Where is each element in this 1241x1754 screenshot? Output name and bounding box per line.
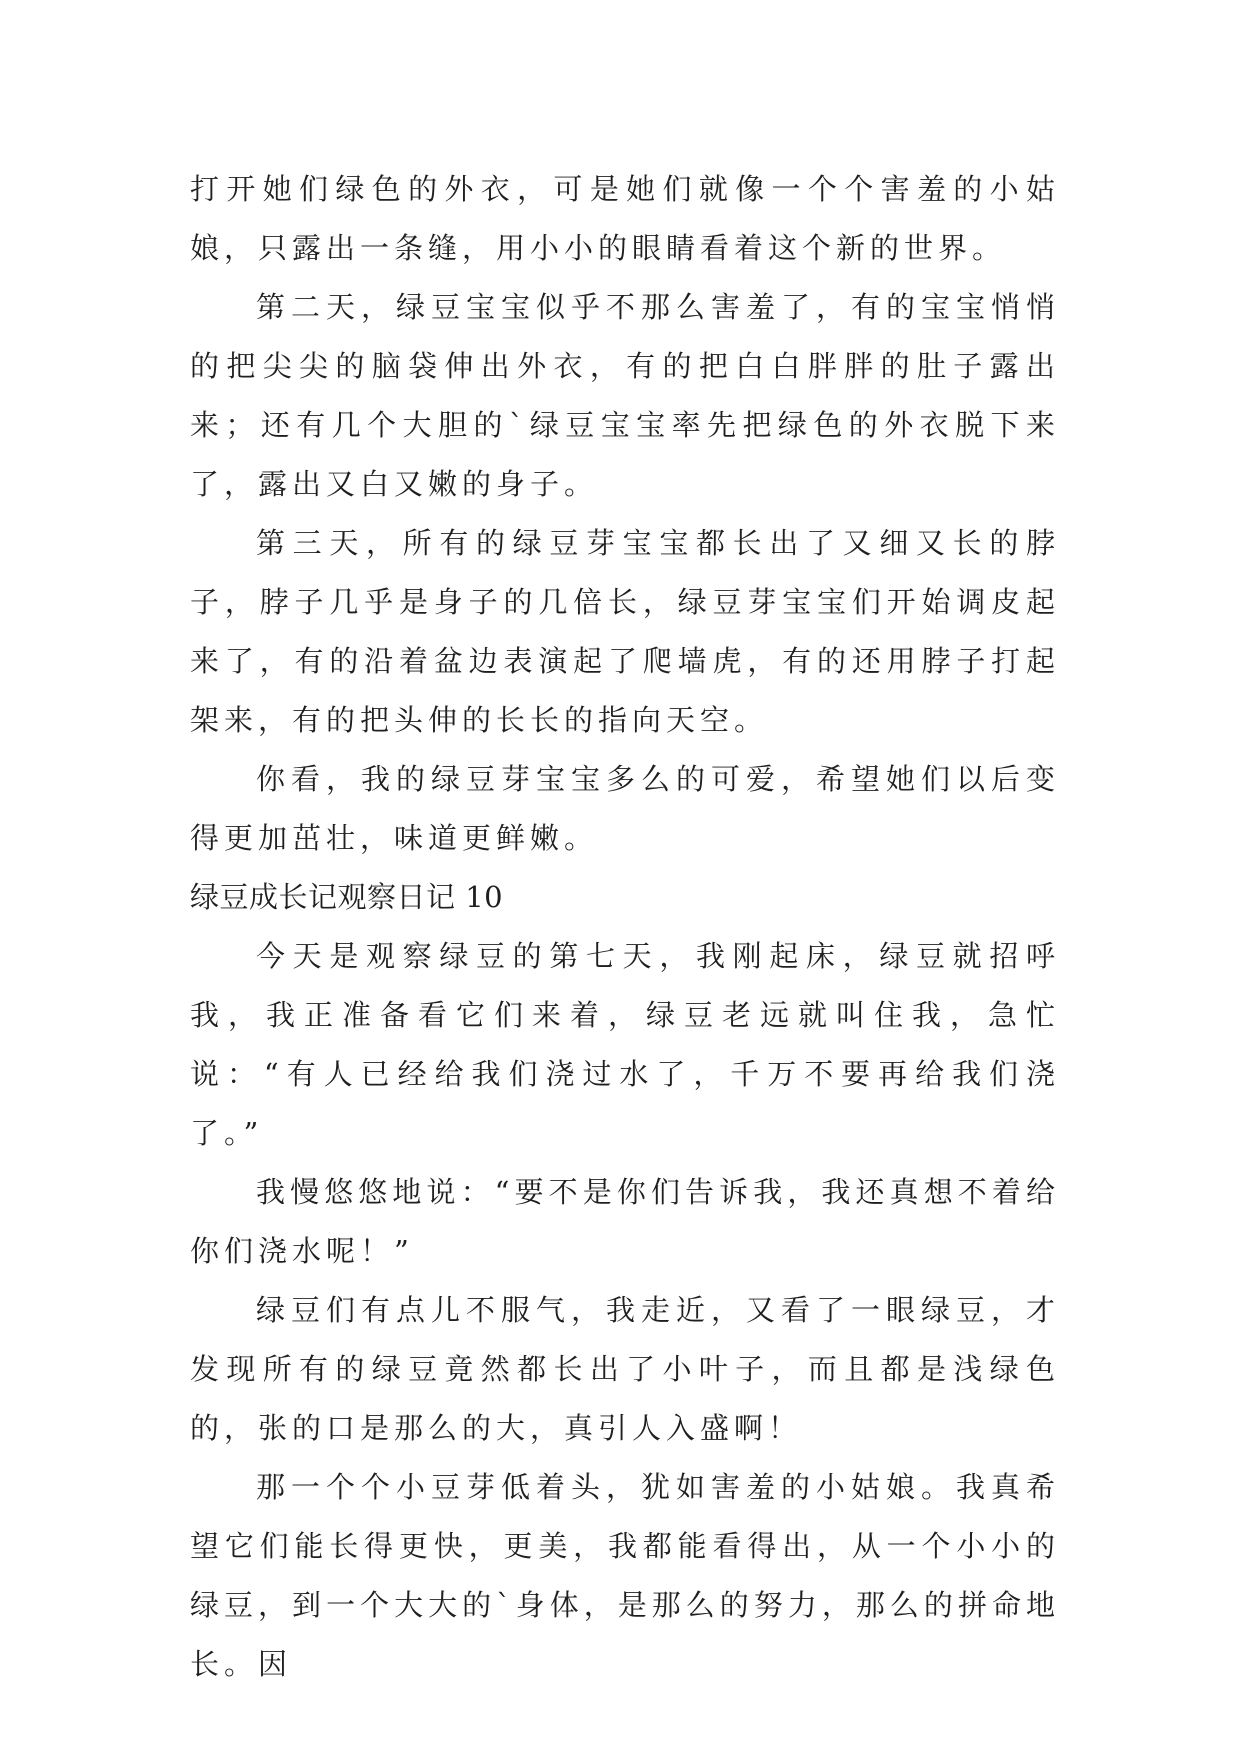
paragraph-day-three: 第三天，所有的绿豆芽宝宝都长出了又细又长的脖子，脖子几乎是身子的几倍长，绿豆芽宝宝们开始调皮起来了，有的沿着盆边表演起了爬墙虎，有的还用脖子打起架来，有的把头伸的长长的指向天空。: [190, 526, 1060, 737]
section-heading: 绿豆成长记观察日记 10: [190, 880, 504, 914]
paragraph-sprouts: 那一个个小豆芽低着头，犹如害羞的小姑娘。我真希望它们能长得更快，更美，我都能看得出，从一个小小的绿豆，到一个大大的`身体，是那么的努力，那么的拼命地长。因: [190, 1470, 1060, 1681]
paragraph-day-two: 第二天，绿豆宝宝似乎不那么害羞了，有的宝宝悄悄的把尖尖的脑袋伸出外衣，有的把白白胖胖的肚子露出来；还有几个大胆的`绿豆宝宝率先把绿色的外衣脱下来了，露出又白又嫩的身子。: [190, 290, 1060, 501]
paragraph-leaves: 绿豆们有点儿不服气，我走近，又看了一眼绿豆，才发现所有的绿豆竟然都长出了小叶子，而且都是浅绿色的，张的口是那么的大，真引人入盛啊！: [190, 1293, 1060, 1445]
paragraph-conclusion: 你看，我的绿豆芽宝宝多么的可爱，希望她们以后变得更加茁壮，味道更鲜嫩。: [190, 762, 1060, 855]
paragraph-dialogue: 我慢悠悠地说：“要不是你们告诉我，我还真想不着给你们浇水呢！”: [190, 1175, 1060, 1268]
paragraph-day-seven: 今天是观察绿豆的第七天，我刚起床，绿豆就招呼我，我正准备看它们来着，绿豆老远就叫住我，急忙说：“有人已经给我们浇过水了，千万不要再给我们浇了。”: [190, 939, 1060, 1150]
document-body: [190, 160, 1060, 1694]
paragraph-continuation: 打开她们绿色的外衣，可是她们就像一个个害羞的小姑娘，只露出一条缝，用小小的眼睛看着这个新的世界。: [190, 172, 1060, 265]
